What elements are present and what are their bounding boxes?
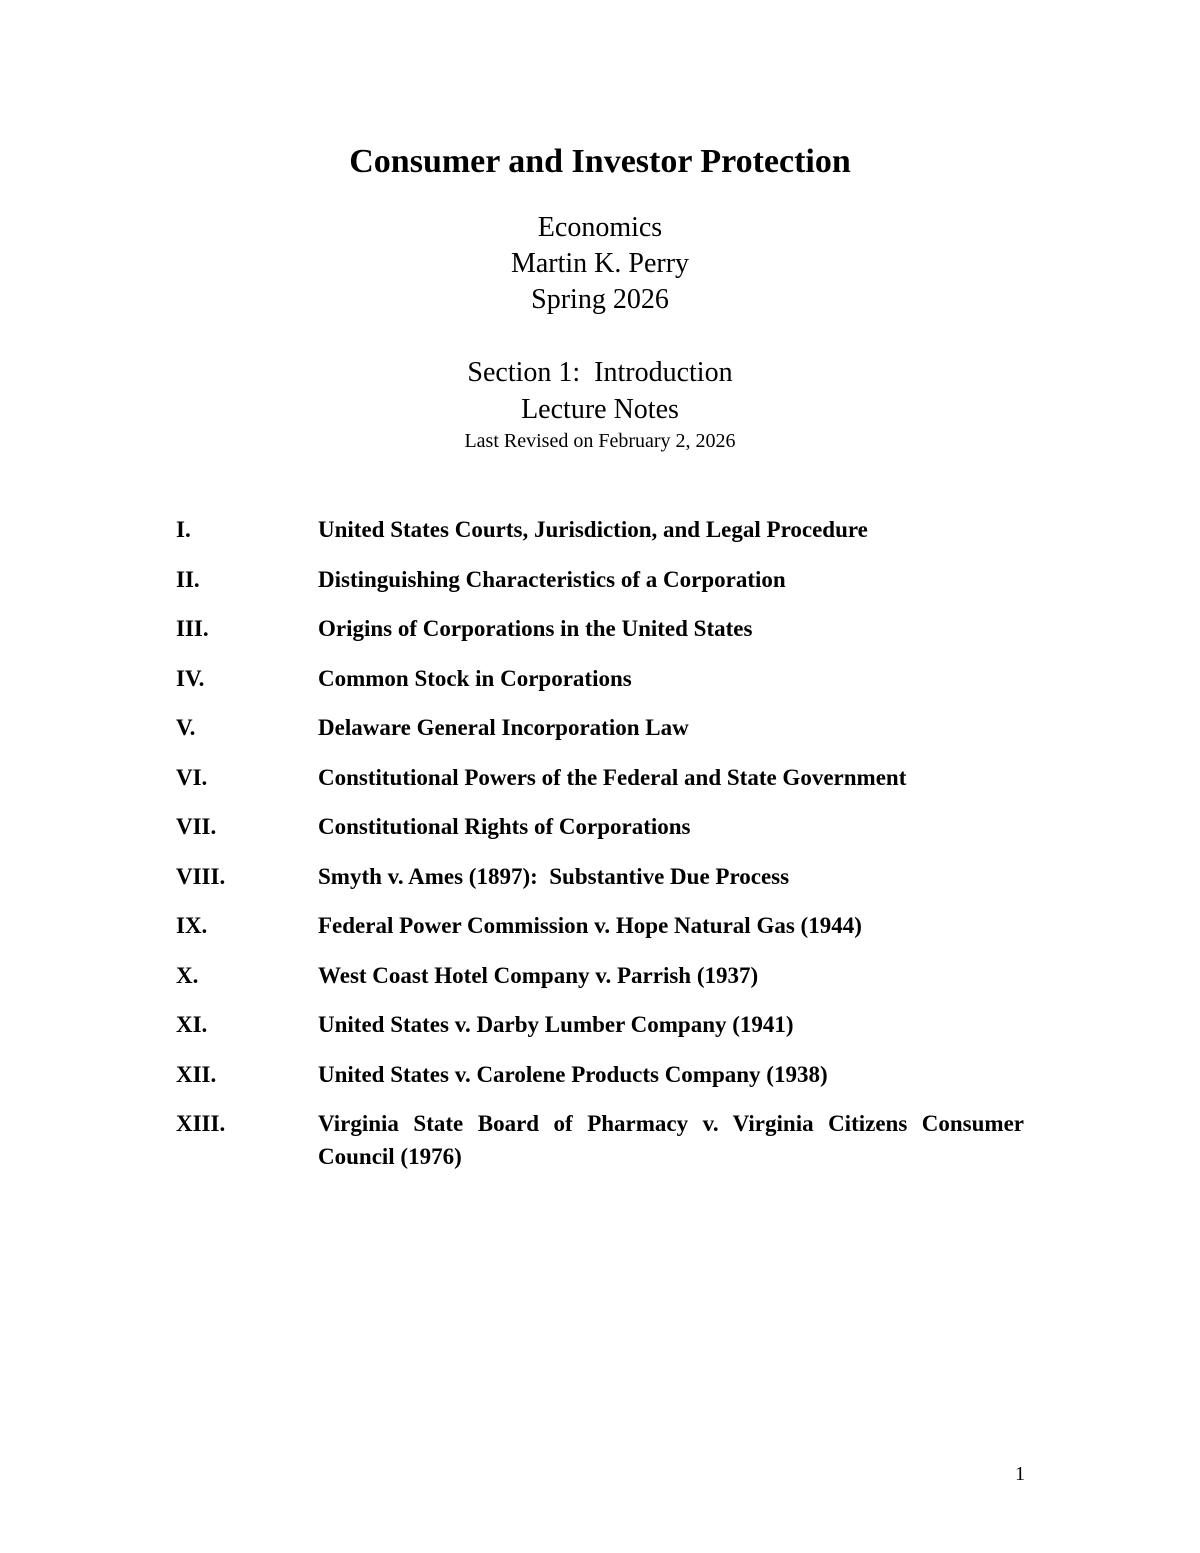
department: Economics <box>537 212 663 243</box>
author: Martin K. Perry <box>510 248 690 279</box>
toc-text: Smyth v. Ames (1897): Substantive Due Process <box>318 863 790 889</box>
section-info <box>0 354 1200 454</box>
toc-numeral: IV. <box>176 665 205 691</box>
toc-item <box>176 712 1024 745</box>
toc-text: Distinguishing Characteristics of a Corporation <box>318 566 786 592</box>
toc-item <box>176 960 1024 993</box>
toc-numeral: XI. <box>176 1012 208 1037</box>
document-title: Consumer and Investor Protection <box>349 143 851 180</box>
section-heading: Section 1: Introduction <box>467 357 733 388</box>
toc-text: Common Stock in Corporations <box>318 665 632 691</box>
toc-numeral: I. <box>176 517 191 542</box>
toc-text: Origins of Corporations in the United States <box>318 616 753 641</box>
revision-date: Last Revised on February 2, 2026 <box>464 430 736 452</box>
toc-text: Constitutional Powers of the Federal and State Government <box>318 764 907 790</box>
toc-text: United States v. Darby Lumber Company (1941) <box>318 1012 794 1037</box>
document-type: Lecture Notes <box>521 394 679 425</box>
toc-text: Constitutional Rights of Corporations <box>318 814 691 839</box>
toc-item <box>176 1059 1024 1092</box>
toc-item <box>176 514 1024 547</box>
toc-numeral: X. <box>176 962 199 988</box>
toc-text: Federal Power Commission v. Hope Natural Gas (1944) <box>318 913 862 938</box>
toc-numeral: IX. <box>176 913 208 938</box>
toc-item <box>176 564 1024 597</box>
toc-item <box>176 1009 1024 1042</box>
toc-item <box>176 663 1024 696</box>
toc-item <box>176 861 1024 894</box>
toc-text: United States Courts, Jurisdiction, and Legal Procedure <box>318 517 868 542</box>
toc-numeral: XII. <box>176 1061 217 1087</box>
toc-text: United States v. Carolene Products Company (1938) <box>318 1061 828 1087</box>
table-of-contents <box>176 514 1024 1190</box>
toc-numeral: VIII. <box>176 863 226 889</box>
toc-item <box>176 613 1024 646</box>
course-info <box>0 210 1200 318</box>
toc-item <box>176 910 1024 943</box>
term: Spring 2026 <box>531 284 669 315</box>
toc-numeral: VII. <box>176 814 217 839</box>
toc-item <box>176 1108 1024 1173</box>
toc-item <box>176 811 1024 844</box>
toc-numeral: XIII. <box>176 1111 226 1136</box>
toc-numeral: III. <box>176 616 209 641</box>
toc-numeral: V. <box>176 715 196 740</box>
toc-item <box>176 762 1024 795</box>
toc-text: Delaware General Incorporation Law <box>318 715 689 740</box>
toc-numeral: II. <box>176 566 200 592</box>
toc-numeral: VI. <box>176 764 208 790</box>
toc-text: West Coast Hotel Company v. Parrish (1937) <box>318 962 759 988</box>
toc-text: Virginia State Board of Pharmacy v. Virginia Citizens Consumer Council (1976) <box>318 1111 1024 1169</box>
page-number: 1 <box>1015 1463 1025 1485</box>
